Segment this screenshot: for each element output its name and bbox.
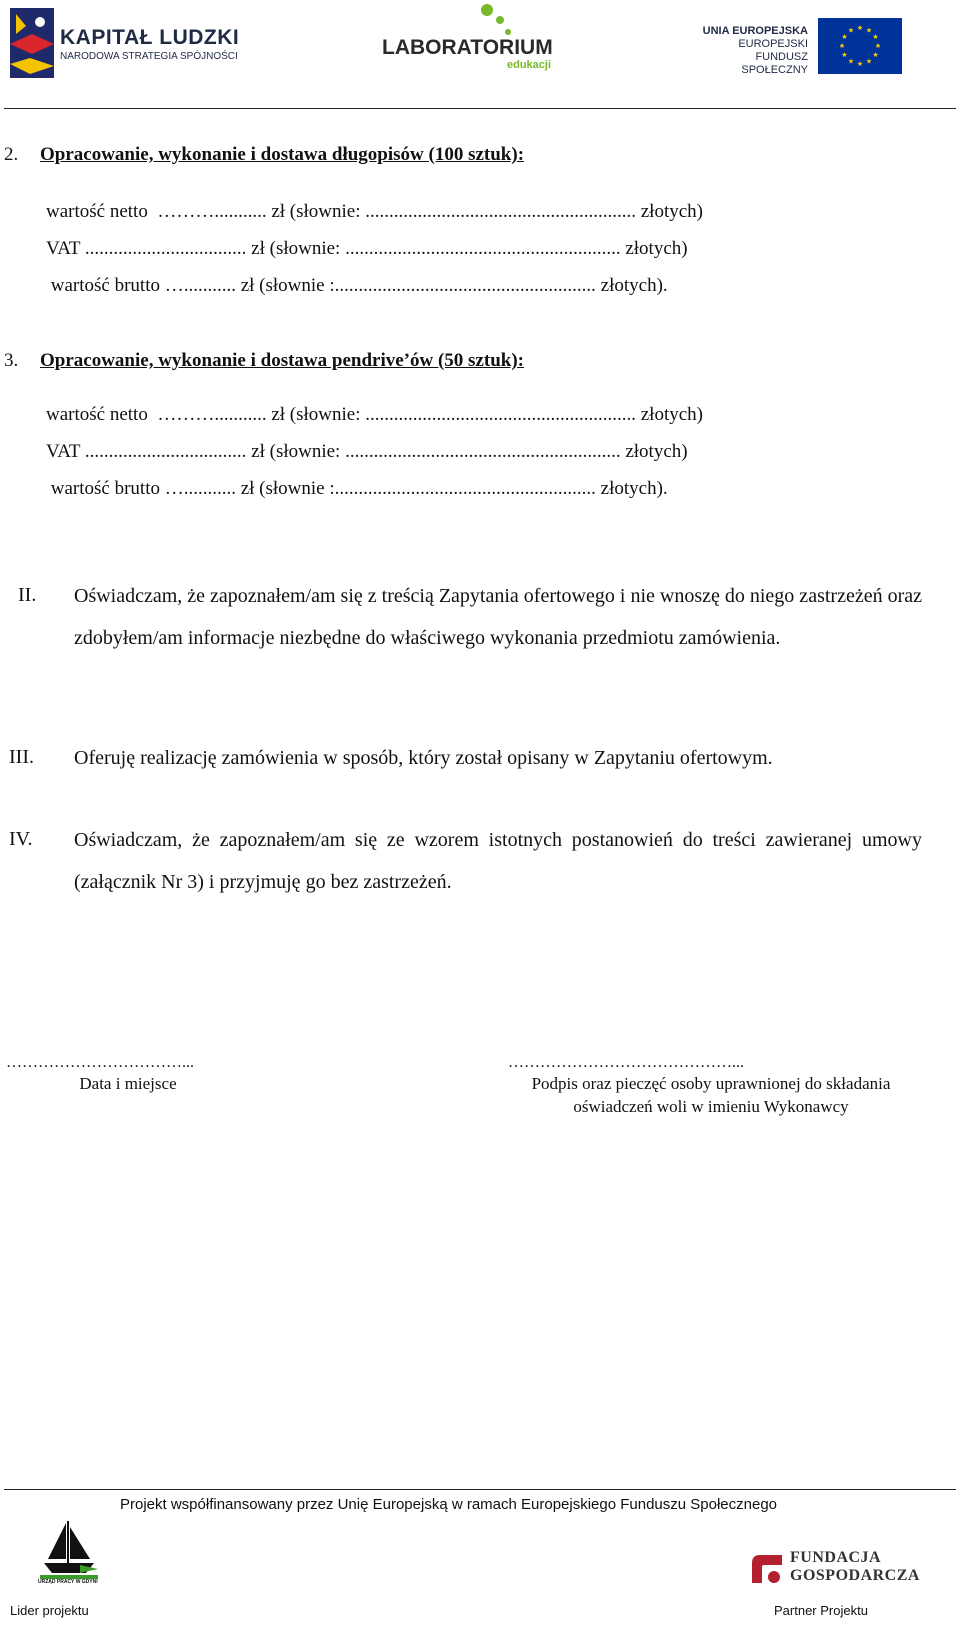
laboratorium-logo: [382, 2, 562, 82]
kapital-ludzki-logo: [6, 4, 246, 84]
kapital-ludzki-subtitle: NARODOWA STRATEGIA SPÓJNOŚCI: [60, 51, 238, 62]
signature-label: [494, 1072, 928, 1118]
svg-text:★: ★: [838, 42, 846, 50]
date-place-dots: ……………………………...: [6, 1054, 194, 1071]
svg-text:★: ★: [847, 57, 855, 66]
eu-line-1: UNIA EUROPEJSKA: [702, 25, 808, 37]
signature-dots: ……………………………………...: [508, 1054, 744, 1071]
leader-logo-caption: URZĄD PRACY W GDYNI: [38, 1579, 98, 1585]
eu-line-2: EUROPEJSKI: [738, 38, 808, 50]
svg-text:★: ★: [841, 33, 848, 41]
eu-line-3: FUNDUSZ SPOŁECZNY: [741, 51, 808, 76]
cofinance-note: Projekt współfinansowany przez Unię Europejską w ramach Europejskiego Funduszu Społecznego: [120, 1496, 778, 1513]
svg-text:★: ★: [872, 33, 879, 41]
partner-logo-line-1: FUNDACJA: [790, 1549, 882, 1566]
point-II-label: II.: [18, 584, 37, 606]
svg-text:★: ★: [856, 60, 864, 68]
laboratorium-subtitle: edukacji: [507, 59, 552, 71]
svg-text:★: ★: [874, 42, 882, 50]
point-III-label: III.: [9, 746, 34, 768]
svg-text:★: ★: [847, 26, 855, 35]
eu-text: [690, 25, 808, 77]
kapital-ludzki-title: KAPITAŁ LUDZKI: [60, 26, 240, 49]
svg-text:★: ★: [841, 51, 848, 59]
svg-text:★: ★: [856, 24, 864, 32]
partner-logo-line-2: GOSPODARCZA: [790, 1567, 920, 1584]
ship-icon: [36, 1519, 102, 1579]
point-IV-text: Oświadczam, że zapoznałem/am się ze wzorem istotnych postanowień do treści zawieranej umowy (załącznik Nr 3) i przyjmuję go bez zastrzeżeń.: [74, 829, 922, 893]
svg-text:★: ★: [865, 57, 873, 66]
section-3-vat-line: VAT .................................. zł (słownie: .......................................................... złotych): [46, 441, 688, 462]
section-3-netto-line: wartość netto ………........... zł (słownie: ......................................................... złotych): [46, 404, 704, 425]
kapital-ludzki-emblem-icon: [6, 4, 58, 82]
section-2-netto-line: wartość netto ………........... zł (słownie: ......................................................... złotych): [46, 201, 704, 222]
header: [0, 0, 960, 110]
partner-label: Partner Projektu: [774, 1603, 868, 1618]
section-2-number: 2.: [4, 144, 19, 165]
section-3-number: 3.: [4, 350, 19, 371]
section-2-vat-line: VAT .................................. zł (słownie: .......................................................... złotych): [46, 238, 688, 259]
section-2-title: Opracowanie, wykonanie i dostawa długopisów (100 sztuk):: [40, 144, 525, 165]
eu-logo: [690, 18, 905, 76]
svg-text:★: ★: [865, 26, 873, 35]
signature-label-line-2: oświadczeń woli w imieniu Wykonawcy: [573, 1097, 849, 1116]
signature-label-line-1: Podpis oraz pieczęć osoby uprawnionej do składania: [531, 1074, 891, 1093]
point-II-text: Oświadczam, że zapoznałem/am się z treścią Zapytania ofertowego i nie wnoszę do niego zastrzeżeń oraz zdobyłem/am informacje niezbędne do właściwego wykonania przedmiotu zamówienia.: [74, 585, 922, 649]
leader-logo: [36, 1519, 102, 1587]
point-IV-label: IV.: [9, 828, 33, 850]
eu-flag-icon: [818, 18, 902, 74]
partner-logo: [750, 1549, 940, 1589]
footer-divider: [4, 1489, 956, 1490]
laboratorium-title: LABORATORIUM: [382, 36, 553, 59]
svg-text:★: ★: [872, 51, 879, 59]
point-III-text: Oferuję realizację zamówienia w sposób, który został opisany w Zapytaniu ofertowym.: [74, 747, 773, 769]
fundacja-gospodarcza-emblem-icon: [750, 1553, 784, 1585]
section-3-title: Opracowanie, wykonanie i dostawa pendrive’ów (50 sztuk):: [40, 350, 524, 371]
date-place-label: Data i miejsce: [79, 1074, 177, 1093]
section-3-brutto-line: wartość brutto …........... zł (słownie :....................................................... złotych).: [46, 478, 668, 499]
section-2-brutto-line: wartość brutto …........... zł (słownie :....................................................... złotych).: [46, 275, 668, 296]
leader-label: Lider projektu: [10, 1603, 89, 1618]
header-divider: [4, 108, 956, 109]
